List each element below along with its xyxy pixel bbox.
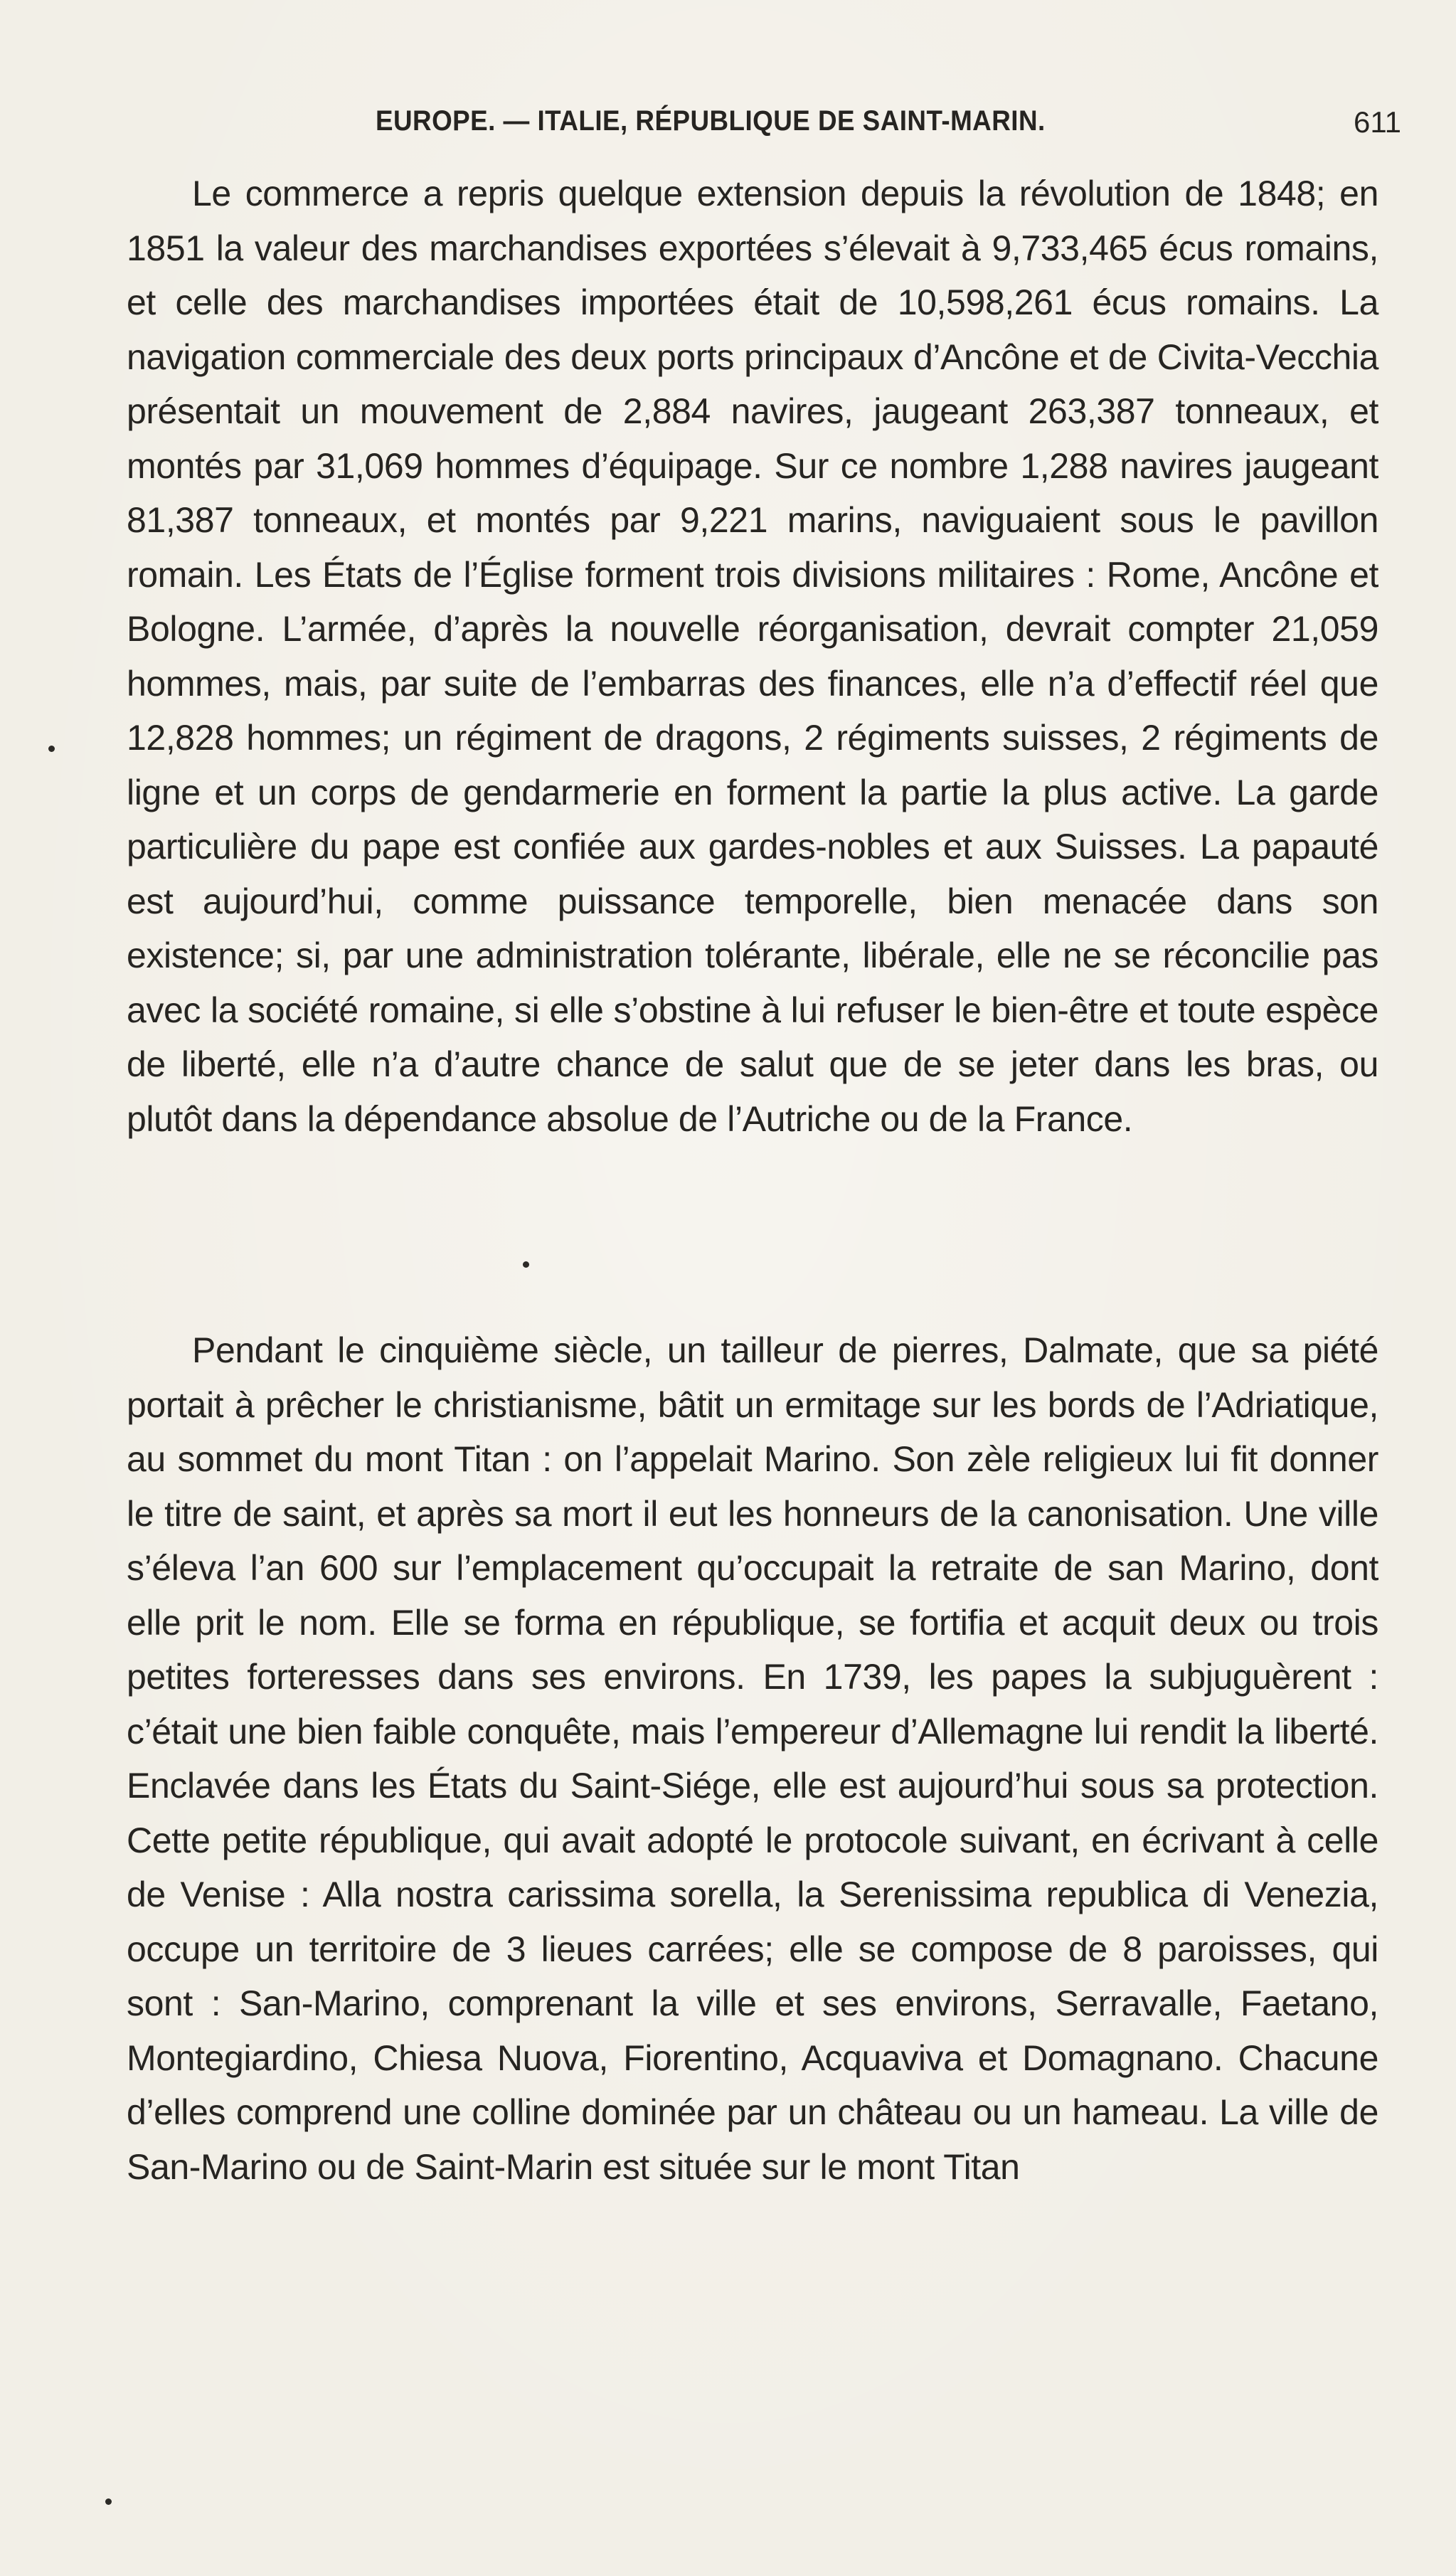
paragraph-text: Le commerce a repris quelque extension depuis la révolution de 1848; en 1851 la valeur des marchandises exportées s’élevait à 9,733,465 écus romains, et celle des marchandises importées était de 10,598,261 écus romains. La navigation commerciale des deux ports principaux d’Ancône et de Civita-Vecchia présentait un mouvement de 2,884 navires, jaugeant 263,387 tonneaux, et montés par 31,069 hommes d’équipage. Sur ce nombre 1,288 navires jaugeant 81,387 tonneaux, et montés par 9,221 marins, naviguaient sous le pavillon romain. Les États de l’Église forment trois divisions militaires : Rome, Ancône et Bologne. L’armée, d’après la nouvelle réorganisation, devrait compter 21,059 hommes, mais, par suite de l’embarras des finances, elle n’a d’effectif réel que 12,828 hommes; un régiment de dragons, 2 régiments suisses, 2 régiments de ligne et un corps de gendarmerie en forment la partie la plus active. La garde particulière du pape est confiée aux gardes-nobles et aux Suisses. La papauté est aujourd’hui, comme puissance temporelle, bien menacée dans son existence; si, par une administration tolérante, libérale, elle ne se réconcilie pas avec la société romaine, si elle s’obstine à lui refuser le bien-être et toute espèce de liberté, elle n’a d’autre chance de salut que de se jeter dans les bras, ou plutôt dans la dépendance absolue de l’Autriche ou de la France. xyxy=(127,174,1378,1139)
paragraph-text: Pendant le cinquième siècle, un tailleur de pierres, Dalmate, que sa piété portait à prêcher le christianisme, bâtit un ermitage sur les bords de l’Adriatique, au sommet du mont Titan : on l’appelait Marino. Son zèle religieux lui fit donner le titre de saint, et après sa mort il eut les honneurs de la canonisation. Une ville s’éleva l’an 600 sur l’emplacement qu’occupait la retraite de san Marino, dont elle prit le nom. Elle se forma en république, se fortifia et acquit deux ou trois petites forteresses dans ses environs. En 1739, les papes la subjuguèrent : c’était une bien faible conquête, mais l’empereur d’Allemagne lui rendit la liberté. Enclavée dans les États du Saint-Siége, elle est aujourd’hui sous sa protection. Cette petite république, qui avait adopté le protocole suivant, en écrivant à celle de Venise : Alla nostra carissima sorella, la Serenissima republica di Venezia, occupe un territoire de 3 lieues carrées; elle se compose de 8 paroisses, qui sont : San-Marino, comprenant la ville et ses environs, Serravalle, Faetano, Montegiardino, Chiesa Nuova, Fiorentino, Acquaviva et Domagnano. Chacune d’elles comprend une colline dominée par un château ou un hameau. La ville de San-Marino ou de Saint-Marin est située sur le mont Titan xyxy=(127,1330,1378,2187)
ink-speck xyxy=(105,2498,112,2505)
paragraph-commerce-and-army xyxy=(127,166,1378,1146)
page-number: 611 xyxy=(1354,105,1401,139)
page-header xyxy=(192,105,1401,148)
ink-speck xyxy=(48,746,55,752)
running-head: EUROPE. — ITALIE, RÉPUBLIQUE DE SAINT-MARIN. xyxy=(376,105,1046,137)
ink-speck xyxy=(523,1261,529,1268)
paragraph-san-marino-history xyxy=(127,1323,1378,2194)
